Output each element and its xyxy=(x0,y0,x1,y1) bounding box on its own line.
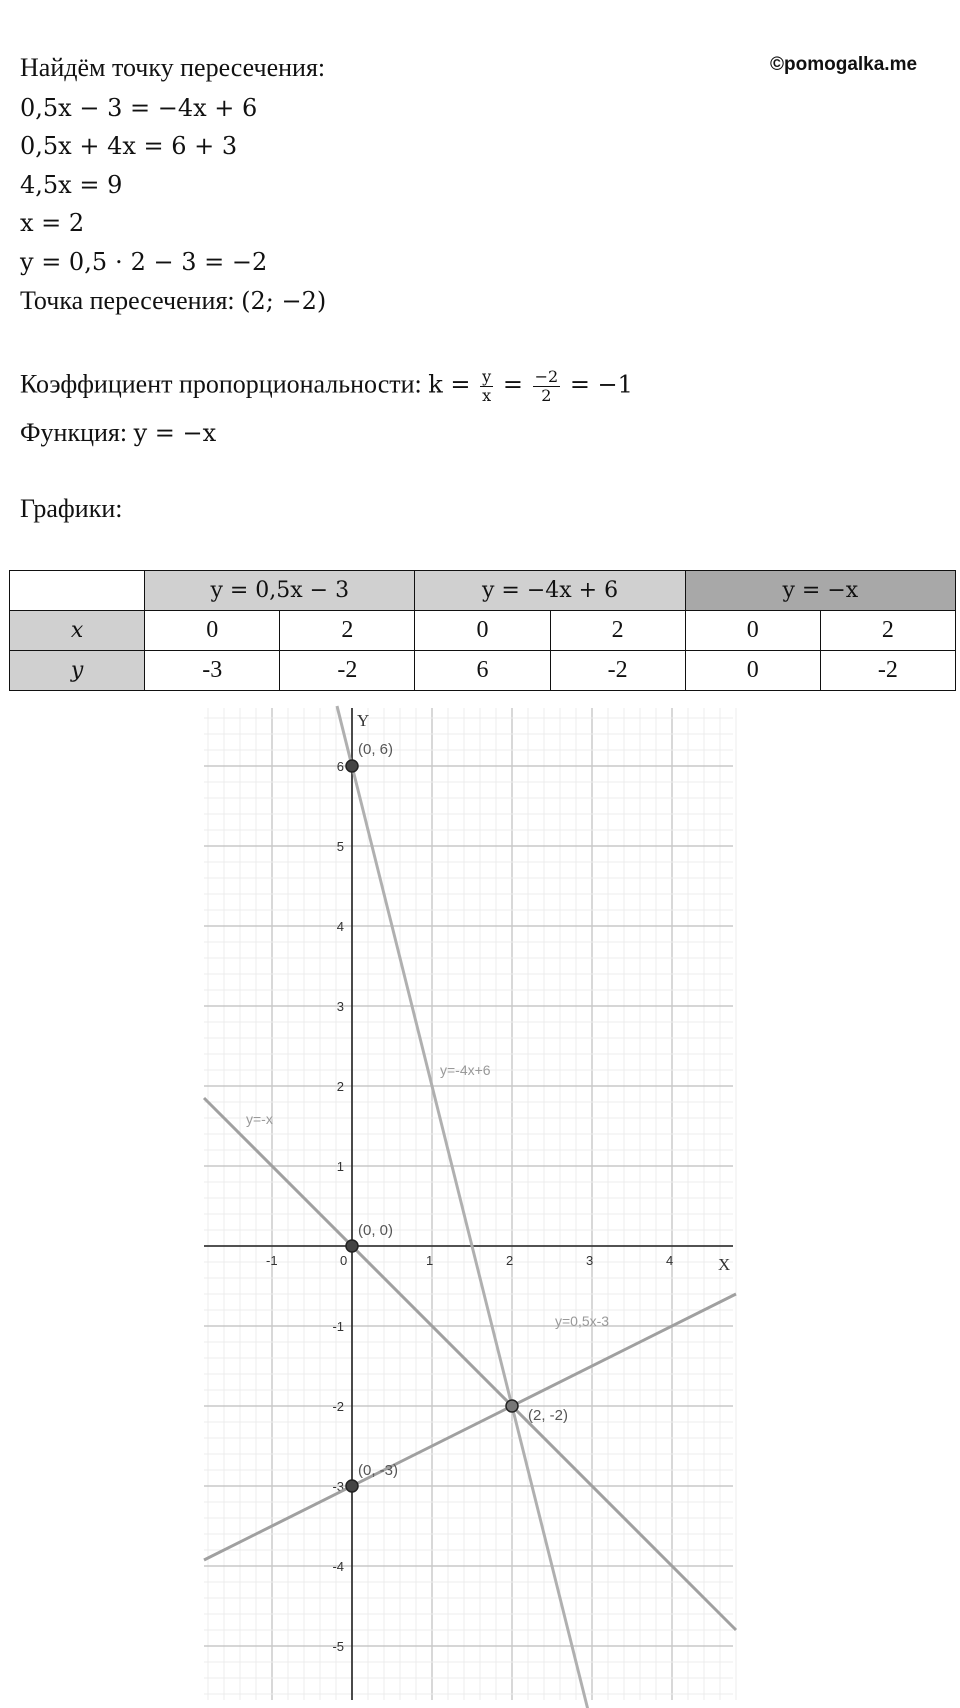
fraction-denominator: x xyxy=(482,386,492,405)
y-tick-label: -1 xyxy=(332,1319,344,1334)
table-cell: -2 xyxy=(550,651,685,691)
table-cell: 2 xyxy=(280,611,415,651)
table-cell: -2 xyxy=(820,651,955,691)
intersection-point-value: (2; −2) xyxy=(241,287,327,315)
series-label: y=0,5x-3 xyxy=(555,1313,610,1329)
x-tick-label: 2 xyxy=(506,1253,514,1268)
function-value: y = −x xyxy=(133,419,217,447)
equation-3: 4,5x = 9 xyxy=(20,171,123,199)
y-tick-label: 5 xyxy=(336,839,344,854)
series-label: y=-x xyxy=(246,1111,273,1127)
point-label: (0, -3) xyxy=(358,1462,399,1479)
table-cell: 0 xyxy=(415,611,550,651)
coefficient-equals: = xyxy=(495,370,531,399)
row-label-y-text: y xyxy=(70,658,84,683)
fraction-numerator: y xyxy=(482,367,492,386)
point-marker xyxy=(506,1400,518,1412)
y-tick-label: -3 xyxy=(332,1479,344,1494)
y-tick-label: -2 xyxy=(332,1399,344,1414)
y-tick-label: 6 xyxy=(336,759,344,774)
x-axis-label: X xyxy=(718,1255,731,1274)
row-label-x-text: x xyxy=(70,618,84,643)
x-tick-label: 1 xyxy=(426,1253,434,1268)
y-tick-label: 4 xyxy=(336,919,344,934)
coefficient-result: = −1 xyxy=(562,370,633,399)
table-cell: 0 xyxy=(685,611,820,651)
watermark: ©pomogalka.me xyxy=(770,54,918,75)
coefficient-k: k = xyxy=(428,370,479,399)
point-label: (0, 6) xyxy=(358,741,394,758)
table-cell: 0 xyxy=(685,651,820,691)
x-tick-label: 3 xyxy=(586,1253,594,1268)
table-cell: -2 xyxy=(280,651,415,691)
equation-2: 0,5x + 4x = 6 + 3 xyxy=(20,132,238,160)
function-label: Функция: xyxy=(20,418,134,447)
y-tick-label: -5 xyxy=(332,1639,344,1654)
fraction-numerator: −2 xyxy=(534,367,559,386)
graphs-label: Графики: xyxy=(20,494,123,523)
fraction-denominator: 2 xyxy=(541,386,552,405)
point-label: (2, -2) xyxy=(528,1407,569,1424)
series-label: y=-4x+6 xyxy=(440,1062,491,1078)
x-tick-label: 0 xyxy=(340,1253,348,1268)
coefficient-label: Коэффициент пропорциональности: xyxy=(20,369,429,399)
series-line-y-4x-6 xyxy=(337,706,588,1708)
header-line-1: y = 0,5x − 3 xyxy=(145,571,415,611)
point-marker xyxy=(346,1240,358,1252)
equation-4: x = 2 xyxy=(20,209,85,237)
y-tick-label: -4 xyxy=(332,1559,344,1574)
point-marker xyxy=(346,760,358,772)
y-tick-label: 1 xyxy=(336,1159,344,1174)
x-tick-label: 4 xyxy=(666,1253,674,1268)
equation-5: y = 0,5 ⋅ 2 − 3 = −2 xyxy=(20,248,268,276)
equation-1: 0,5x − 3 = −4x + 6 xyxy=(20,94,258,122)
point-marker xyxy=(346,1480,358,1492)
heading-intersection: Найдём точку пересечения: xyxy=(20,53,326,82)
table-cell: 2 xyxy=(550,611,685,651)
x-tick-label: -1 xyxy=(266,1253,278,1268)
y-tick-label: 2 xyxy=(336,1079,344,1094)
header-line-3: y = −x xyxy=(685,571,955,611)
table-cell: 0 xyxy=(145,611,280,651)
y-axis-label: Y xyxy=(357,711,370,730)
table-cell: -3 xyxy=(145,651,280,691)
y-tick-label: 3 xyxy=(336,999,344,1014)
table-cell: 2 xyxy=(820,611,955,651)
header-line-2: y = −4x + 6 xyxy=(415,571,685,611)
intersection-point-label: Точка пересечения: xyxy=(20,286,242,315)
table-cell: 6 xyxy=(415,651,550,691)
point-label: (0, 0) xyxy=(358,1222,394,1239)
